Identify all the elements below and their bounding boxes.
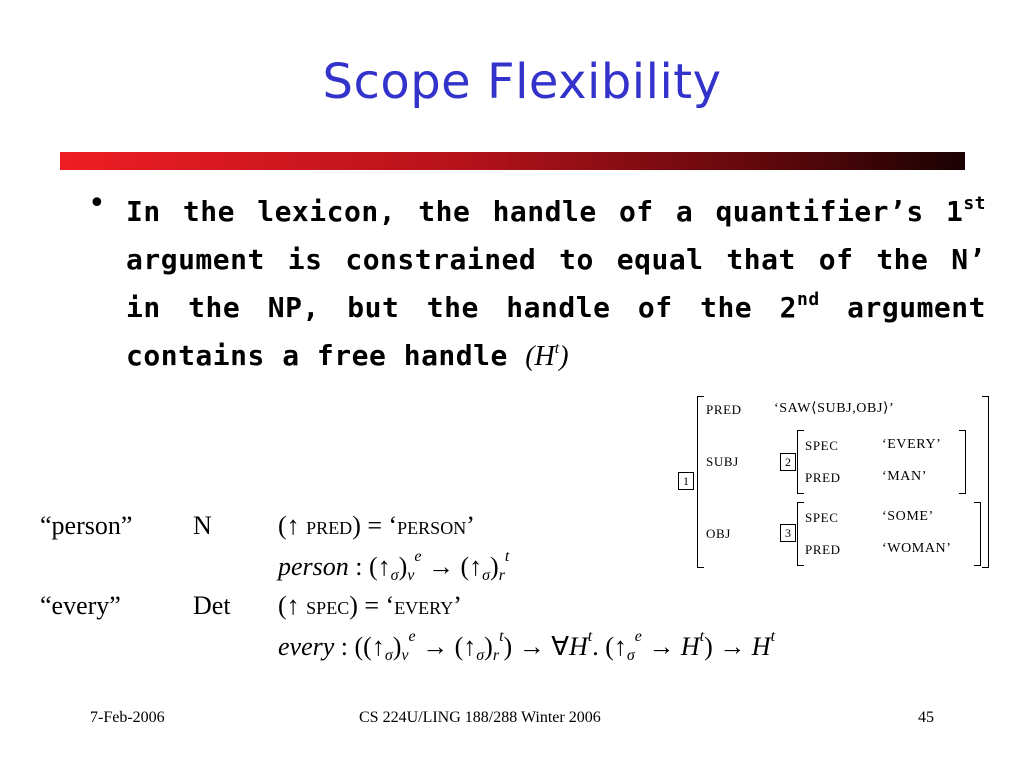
lexicon-every-spec-equation: (↑ spec) = ‘every’ [278,591,462,620]
outer-index-box: 1 [678,472,694,490]
slide-title: Scope Flexibility [322,54,722,110]
lexicon-every-word: “every” [40,591,121,620]
lexicon-person-pred-equation: (↑ pred) = ‘person’ [278,511,475,540]
bullet-sup-b: nd [797,289,820,310]
obj-spec-label: SPEC [805,510,839,525]
outer-left-bracket [697,396,704,568]
subj-pred-label: PRED [805,470,841,485]
subj-label: SUBJ [706,454,739,469]
obj-label: OBJ [706,526,731,541]
outer-right-bracket [982,396,989,568]
subj-left-bracket [797,430,804,494]
lexicon-person-category: N [193,511,212,540]
f-structure-matrix [668,392,998,572]
bullet-text-part-c: argument contains a free handle [126,291,987,372]
lexicon-person-meaning: person : $(↑_\sigma)_v^e$ → $(↑_\sigma)_r^t$ [278,548,510,584]
obj-right-bracket [974,502,981,566]
footer-course: CS 224U/LING 188/288 Winter 2006 [359,709,601,726]
footer-date: 7-Feb-2006 [90,709,165,726]
lexicon-person-word: “person” [40,511,133,540]
subj-index-box: 2 [780,453,796,471]
title-divider-bar [60,152,965,170]
lexicon-every-category: Det [193,591,231,620]
bullet-text-part-b: argument is constrained to equal that of the N’ in the NP, but the handle of the 2 [126,243,986,324]
bullet-paragraph [126,188,986,381]
bullet-text-part-a: In the lexicon, the handle of a quantifier’s 1 [126,195,964,228]
subj-pred-value: ‘MAN’ [882,469,927,484]
obj-index-box: 3 [780,524,796,542]
obj-pred-value: ‘WOMAN’ [882,541,952,556]
footer-page-number: 45 [918,709,934,726]
bullet-marker: • [88,186,106,221]
free-handle-symbol: $(H^t)$ [525,340,569,372]
obj-left-bracket [797,502,804,566]
subj-spec-label: SPEC [805,438,839,453]
pred-value: ‘SAW⟨SUBJ,OBJ⟩’ [774,401,895,416]
subj-spec-value: ‘EVERY’ [882,437,942,452]
obj-pred-label: PRED [805,542,841,557]
subj-right-bracket [959,430,966,494]
pred-label: PRED [706,402,742,417]
bullet-sup-a: st [963,193,986,214]
lexicon-every-meaning: every : ($(↑_\sigma)_v^e$ → $(↑_\sigma)_r^t$) → $\forall H^t$. $(↑_\sigma^e \to H^t) \to H^t$ [278,628,776,664]
obj-spec-value: ‘SOME’ [882,509,934,524]
